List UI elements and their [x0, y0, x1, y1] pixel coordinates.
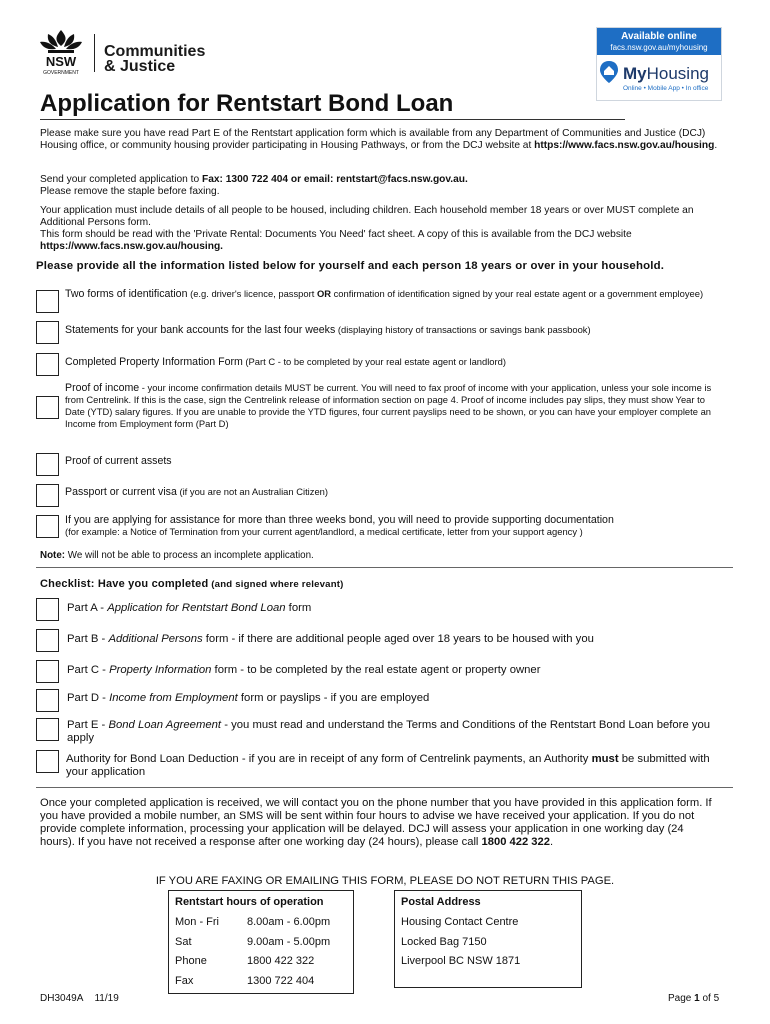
- checklist-item-part-d: Part D - Income from Employment form or payslips - if you are employed: [67, 692, 430, 704]
- doc-item-main: Two forms of identification: [65, 288, 188, 300]
- doc-item-main: Passport or current visa: [65, 486, 177, 498]
- form-code-id: DH3049A: [40, 993, 84, 1004]
- doc-item-bank-statements: [65, 324, 725, 336]
- fact-sheet-note: This form should be read with the 'Private Rental: Documents You Need' fact sheet. A copy of this is available from the DCJ website: [40, 229, 632, 240]
- documents-heading: Please provide all the information listed below for yourself and each person 18 years or over in your household.: [36, 260, 665, 272]
- checkbox-bank-statements[interactable]: [36, 321, 59, 344]
- note-label: Note:: [40, 550, 66, 561]
- checkbox-passport-visa[interactable]: [36, 484, 59, 507]
- hours-value: 9.00am - 5.00pm: [247, 936, 331, 948]
- page-title: Application for Rentstart Bond Loan: [40, 90, 454, 117]
- doc-item-detail: - your income confirmation details MUST be current. You will need to fax proof of income with your application, unless your sole income is from Centrelink. If this is the case, sign the Centrelink release of information section on page 4. Proof of income includes pay slips, they must show Year to Date (YTD) salary figures. If you are unable to provide the YTD figures, four current payslips need to be shown, or you can have your employer complete an Income from Employment form (Part D): [65, 382, 712, 429]
- section-divider: [36, 567, 733, 568]
- department-line-2: & Justice: [104, 58, 176, 75]
- checkbox-part-e[interactable]: [36, 718, 59, 741]
- checkbox-part-a[interactable]: [36, 598, 59, 621]
- checklist-item-part-a: Part A - Application for Rentstart Bond Loan form: [67, 602, 312, 614]
- department-name: [104, 44, 205, 74]
- doc-item-property-form: [65, 356, 725, 368]
- hours-label: Sat: [175, 936, 192, 948]
- doc-item-main: If you are applying for assistance for more than three weeks bond, you will need to provide supporting documentation: [65, 514, 614, 526]
- checkbox-property-form[interactable]: [36, 353, 59, 376]
- hours-value: 1800 422 322: [247, 955, 315, 967]
- checkbox-supporting-docs[interactable]: [36, 515, 59, 538]
- hours-label: Mon - Fri: [175, 916, 219, 928]
- postal-line: Housing Contact Centre: [401, 916, 519, 928]
- intro-paragraph-1: Please make sure you have read Part E of the Rentstart application form which is available from any Department of Communities and Justice (DCJ) Housing office, or community housing provider participating in Housing Pathways, or from the DCJ website at https://www.facs.nsw.gov.au/housing.: [40, 128, 718, 151]
- checklist-heading: [40, 578, 680, 591]
- myhousing-tagline: Online • Mobile App • In office: [623, 85, 709, 92]
- intro-paragraph-2: [40, 174, 730, 198]
- doc-item-current-assets: [65, 455, 725, 467]
- hours-of-operation-box: [168, 890, 354, 994]
- checkbox-part-c[interactable]: [36, 660, 59, 683]
- government-wordmark: GOVERNMENT: [43, 70, 79, 76]
- household-requirement: Your application must include details of all people to be housed, including children. Each household member 18 years or over MUST complete an Additional Persons form.: [40, 205, 694, 228]
- incomplete-note: [40, 550, 730, 562]
- doc-item-detail: (if you are not an Australian Citizen): [176, 486, 328, 497]
- location-pin-house-icon: [599, 60, 619, 84]
- checkbox-current-assets[interactable]: [36, 453, 59, 476]
- department-line-1: Communities: [104, 43, 206, 60]
- form-code: [40, 993, 119, 1004]
- doc-item-identification: Two forms of identification (e.g. driver's licence, passport OR confirmation of identification signed by your real estate agent or a government employee): [65, 288, 704, 300]
- postal-line: Liverpool BC NSW 1871: [401, 955, 521, 967]
- checkbox-part-d[interactable]: [36, 689, 59, 712]
- postal-address-box: [394, 890, 582, 988]
- hours-value: 8.00am - 6.00pm: [247, 916, 331, 928]
- postal-title: Postal Address: [401, 896, 481, 908]
- available-online-label: Available online: [621, 31, 697, 42]
- doc-item-main: Proof of income: [65, 382, 140, 394]
- hours-label: Phone: [175, 955, 207, 967]
- facs-housing-link[interactable]: https://www.facs.nsw.gov.au/housing: [534, 140, 715, 151]
- checklist-item-part-b: Part B - Additional Persons form - if there are additional people aged over 18 years to be housed with you: [67, 633, 594, 645]
- brand-my: My: [623, 64, 647, 83]
- note-text: We will not be able to process an incomplete application.: [65, 550, 314, 561]
- myhousing-url: facs.nsw.gov.au/myhousing: [610, 43, 708, 52]
- send-to-label: Send your completed application to: [40, 174, 200, 185]
- postal-line: Locked Bag 7150: [401, 936, 487, 948]
- checklist-item-part-e: Part E - Bond Loan Agreement - you must read and understand the Terms and Conditions of the Rentstart Bond Loan before you apply: [67, 719, 711, 744]
- doc-item-detail: (displaying history of transactions or savings bank passbook): [335, 324, 591, 335]
- waratah-logo-icon: [34, 28, 88, 76]
- form-code-date: 11/19: [94, 993, 119, 1004]
- doc-item-main: Completed Property Information Form: [65, 356, 243, 368]
- hours-value: 1300 722 404: [247, 975, 315, 987]
- doc-item-main: Proof of current assets: [65, 455, 172, 467]
- staple-note: Please remove the staple before faxing.: [40, 186, 220, 197]
- doc-item-main: Statements for your bank accounts for the last four weeks: [65, 324, 336, 336]
- doc-item-supporting-docs: [65, 514, 725, 538]
- checklist-title: Checklist: Have you completed: [40, 578, 209, 590]
- intro-text-1: Please make sure you have read Part E of the Rentstart application form which is available from any Department of Communities and Justice (DCJ) Housing office, or community housing provider participating in Housing Pathways, or from the DCJ website at: [40, 128, 706, 151]
- checkbox-proof-of-income[interactable]: [36, 396, 59, 419]
- page-number: Page 1 of 5: [668, 993, 720, 1004]
- doc-item-detail: (for example: a Notice of Termination from your current agent/landlord, a medical certificate, letter from your support agency ): [65, 526, 583, 537]
- hours-title: Rentstart hours of operation: [175, 896, 324, 908]
- nsw-wordmark: NSW: [45, 54, 77, 69]
- hours-label: Fax: [175, 975, 194, 987]
- nsw-communities-justice-logo: [34, 28, 214, 78]
- myhousing-banner: [597, 28, 721, 55]
- doc-item-proof-of-income: [65, 382, 725, 430]
- facs-housing-link-2[interactable]: https://www.facs.nsw.gov.au/housing.: [40, 241, 224, 252]
- fax-email-contact: Fax: 1300 722 404 or email: rentstart@facs.nsw.gov.au.: [201, 174, 468, 185]
- logo-divider: [94, 34, 95, 72]
- title-underline: [40, 119, 625, 120]
- checklist-item-authority: Authority for Bond Loan Deduction - if you are in receipt of any form of Centrelink payments, an Authority must be submitted with your application: [66, 753, 710, 778]
- faxing-notice: IF YOU ARE FAXING OR EMAILING THIS FORM, PLEASE DO NOT RETURN THIS PAGE.: [155, 875, 615, 887]
- checklist-item-part-c: Part C - Property Information form - to be completed by the real estate agent or property owner: [67, 664, 541, 676]
- checkbox-part-b[interactable]: [36, 629, 59, 652]
- doc-item-detail: (Part C - to be completed by your real estate agent or landlord): [242, 356, 506, 367]
- checkbox-authority-deduction[interactable]: [36, 750, 59, 773]
- checklist-subtitle: (and signed where relevant): [208, 579, 344, 590]
- brand-housing: Housing: [646, 64, 709, 83]
- intro-paragraph-3: [40, 205, 730, 253]
- section-divider: [36, 787, 733, 788]
- closing-paragraph: Once your completed application is received, we will contact you on the phone number that you have provided in this application form. If you have provided a mobile number, an SMS will be sent within four hours to advise we have received your application. If you do not provide complete information, processing your application will be delayed. DCJ will assess your application in one working day (24 hours). If you have not received a response after one working day (24 hours), please call 1800 422 322.: [40, 797, 712, 848]
- myhousing-badge: [596, 27, 722, 101]
- doc-item-passport-visa: [65, 486, 725, 498]
- closing-phone: 1800 422 322: [481, 836, 550, 848]
- checkbox-identification[interactable]: [36, 290, 59, 313]
- closing-text: Once your completed application is received, we will contact you on the phone number that you have provided in this application form. If you have provided a mobile number, an SMS will be sent within four hours to advise we have received your application. If you do not provide complete information, processing your application will be delayed. DCJ will assess your application in one working day (24 hours). If you have not received a response after one working day (24 hours), please call: [40, 797, 712, 848]
- myhousing-brand: [623, 64, 709, 84]
